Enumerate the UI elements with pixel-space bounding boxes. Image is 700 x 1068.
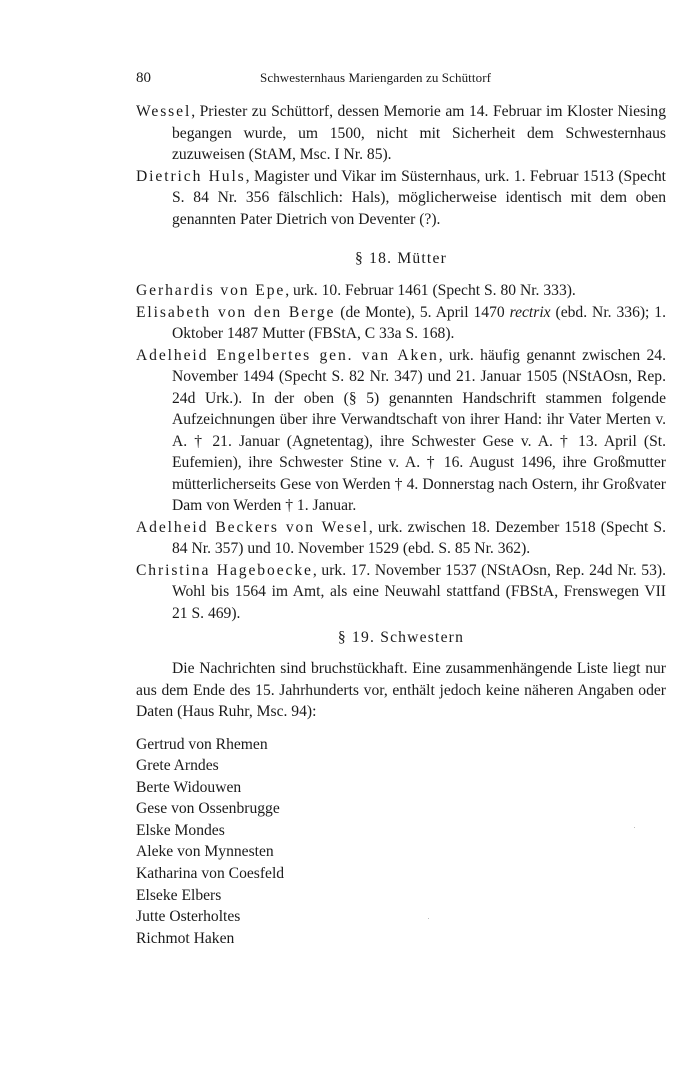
entry-name: Christina Hageboecke	[136, 561, 313, 579]
entry-text: (ebd. Nr. 336); 1. Oktober 1487 Mutter (FBStA, C 33a S. 168).	[172, 303, 667, 342]
entry-name: Gerhardis von Epe	[136, 282, 286, 299]
entry-name: Adelheid Beckers von Wesel	[136, 518, 369, 536]
section-heading-schwestern: § 19. Schwestern	[337, 629, 465, 646]
muetter-list	[136, 280, 666, 624]
section-heading-muetter: § 18. Mütter	[355, 250, 447, 267]
list-item: Grete Arndes	[136, 757, 219, 775]
scan-speck	[428, 918, 429, 919]
scan-speck	[634, 827, 635, 828]
entry-text: , urk. 17. November 1537 (NStAOsn, Rep. 24d Nr. 53). Wohl bis 1564 im Amt, als eine Neuwahl stattfand (FBStA, Frenswegen VII 21 S. 469).	[172, 561, 666, 622]
entry-dietrich-huls	[136, 166, 666, 231]
list-item: Gese von Ossenbrugge	[136, 800, 280, 818]
entries-top	[136, 101, 666, 230]
intro-paragraph: Die Nachrichten sind bruchstückhaft. Eine zusammenhängende Liste liegt nur aus dem Ende des 15. Jahrhunderts vor, enthält jedoch keine näheren Angaben oder Daten (Haus Ruhr, Msc. 94):	[136, 660, 666, 720]
list-item: Gertrud von Rhemen	[136, 735, 268, 753]
running-head	[136, 66, 666, 88]
list-item: Elske Mondes	[136, 821, 225, 839]
sister-name-list	[136, 734, 666, 950]
entry-adelheid-engelbertes	[136, 345, 666, 517]
running-title: Schwesternhaus Mariengarden zu Schüttorf	[260, 70, 492, 85]
entry-gerhardis	[136, 280, 666, 302]
book-page	[136, 66, 666, 949]
entry-text: , urk. zwischen 18. Dezember 1518 (Specht S. 84 Nr. 357) und 10. November 1529 (ebd. S. 85 Nr. 362).	[172, 518, 666, 557]
entry-italic-term: rectrix	[509, 303, 551, 321]
list-item: Katharina von Coesfeld	[136, 865, 285, 883]
entry-name: Elisabeth von den Berge	[136, 303, 336, 321]
entry-text: , Magister und Vikar im Süsternhaus, urk. 1. Februar 1513 (Specht S. 84 Nr. 356 fälschlich: Hals), möglicherweise identisch mit dem oben genannten Pater Dietrich von Deventer (?).	[172, 167, 666, 228]
page-number: 80	[136, 70, 151, 86]
entry-text: (de Monte), 5. April 1470	[335, 303, 510, 321]
list-item: Aleke von Mynnesten	[136, 843, 274, 861]
entry-name: Dietrich Huls	[136, 167, 246, 185]
entry-text: , Priester zu Schüttorf, dessen Memorie am 14. Februar im Kloster Niesing begangen wurde, um 1500, nicht mit Sicherheit dem Schwesternhaus zuzuweisen (StAM, Msc. I Nr. 85).	[172, 103, 666, 163]
entry-text: , urk. häufig genannt zwischen 24. November 1494 (Specht S. 82 Nr. 347) und 21. Januar 1505 (NStAOsn, Rep. 24d Urk.). In der oben (§ 5) genannten Handschrift stammen folgende Aufzeichnungen über ihre Verwandtschaft von ihrer Hand: ihr Vater Merten v. A. † 21. Januar (Agnetentag), ihre Schwester Gese v. A. † 13. April (St. Eufemien), ihre Schwester Stine v. A. † 16. August 1496, ihre Großmutter mütterlicherseits Gese von Werden † 4. Donnerstag nach Ostern, ihr Großvater Dam von Werden † 1. Januar.	[172, 346, 666, 514]
entry-text: , urk. 10. Februar 1461 (Specht S. 80 Nr. 333).	[285, 282, 576, 299]
entry-name: Wessel	[136, 103, 192, 120]
list-item: Jutte Osterholtes	[136, 908, 241, 926]
entry-christina	[136, 560, 666, 625]
entry-name: Adelheid Engelbertes gen. van Aken	[136, 346, 439, 364]
entry-elisabeth	[136, 302, 666, 345]
list-item: Richmot Haken	[136, 929, 235, 947]
list-item: Berte Widouwen	[136, 778, 242, 796]
list-item: Elseke Elbers	[136, 886, 222, 904]
entry-wessel	[136, 101, 666, 166]
entry-adelheid-beckers	[136, 517, 666, 560]
